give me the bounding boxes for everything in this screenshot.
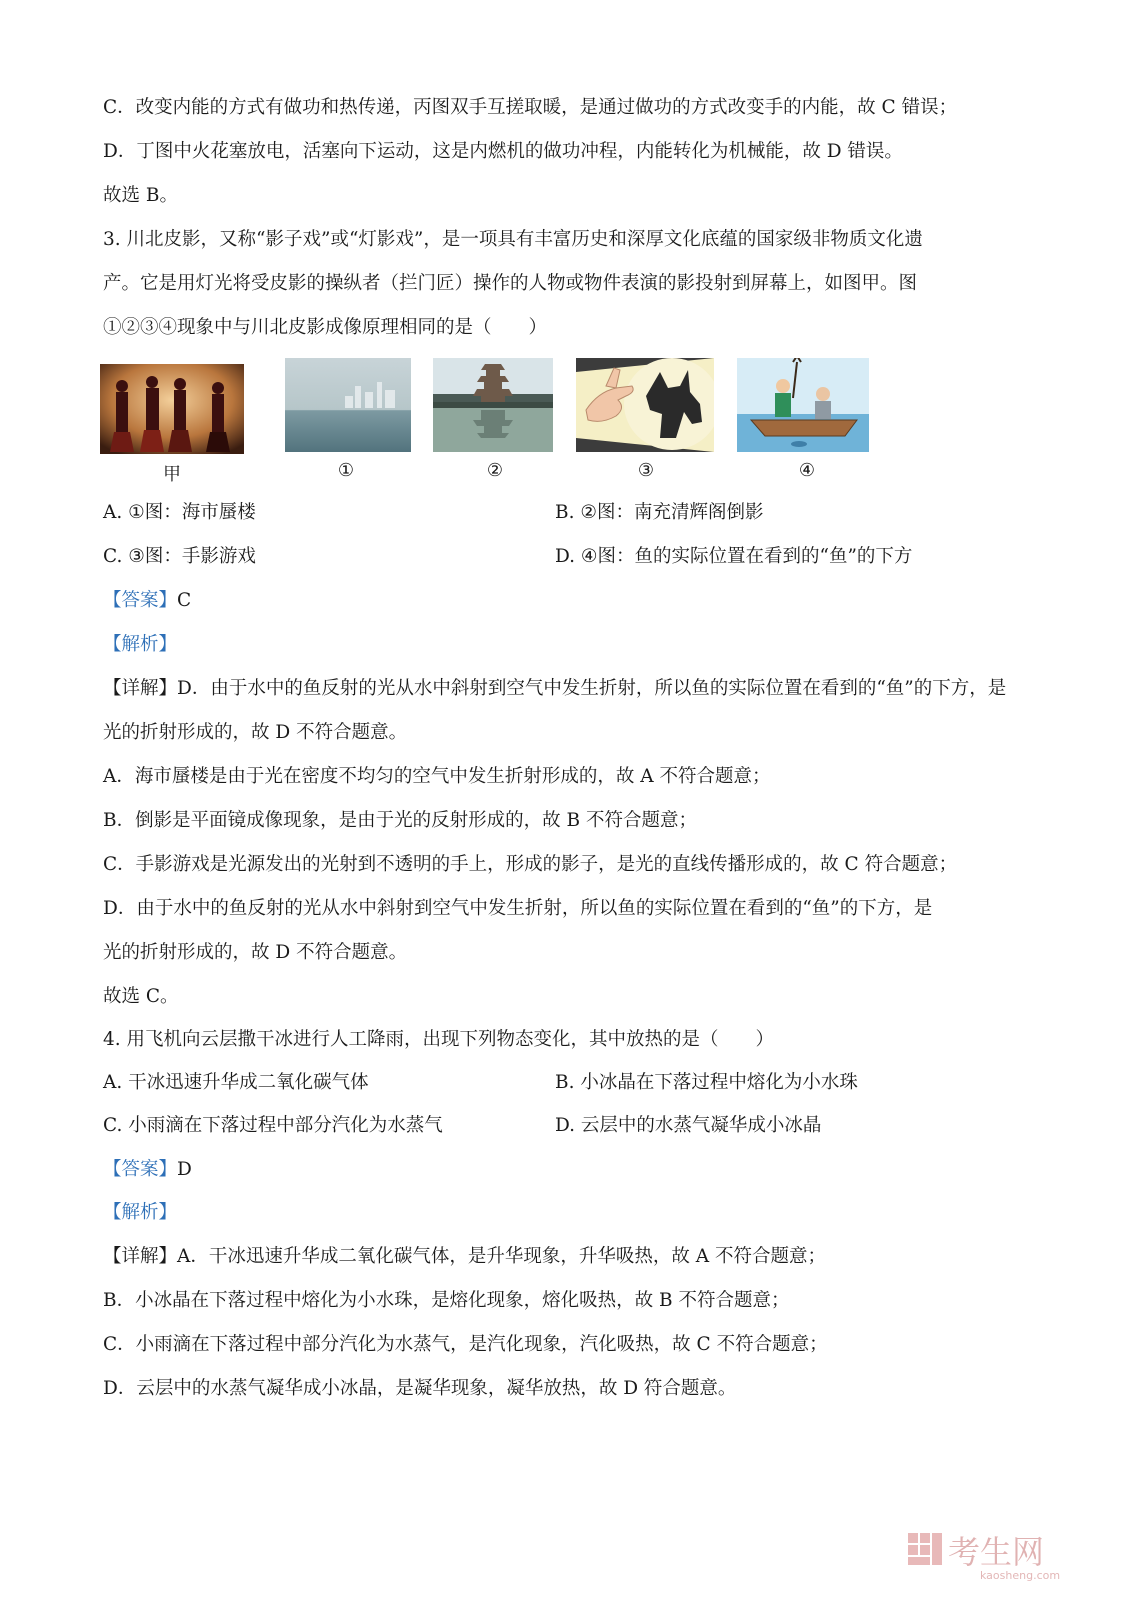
figure-caption: ②: [486, 460, 504, 481]
shadow-puppet-image: [100, 364, 244, 454]
watermark-logo: [906, 1527, 1091, 1582]
option-a: A. 干冰迅速升华成二氧化碳气体: [103, 1072, 369, 1093]
detail-line: 光的折射形成的，故 D 不符合题意。: [103, 722, 408, 743]
detail-line: C．小雨滴在下落过程中部分汽化为水蒸气，是汽化现象，汽化吸热，故 C 不符合题意；: [103, 1334, 828, 1355]
option-b: B. ②图：南充清辉阁倒影: [555, 502, 764, 523]
mirage-image: [285, 358, 411, 452]
option-d: D. ④图：鱼的实际位置在看到的“鱼”的下方: [555, 546, 913, 567]
option-b: B. 小冰晶在下落过程中熔化为小水珠: [555, 1072, 858, 1093]
figure-caption: 甲: [163, 464, 181, 485]
option-d: D. 云层中的水蒸气凝华成小冰晶: [555, 1115, 822, 1136]
detail-line: B．倒影是平面镜成像现象，是由于光的反射形成的，故 B 不符合题意；: [103, 810, 697, 831]
detail-line: [103, 676, 1006, 702]
answer-line: [103, 588, 191, 614]
detail-text: A．干冰迅速升华成二氧化碳气体，是升华现象，升华吸热，故 A 不符合题意；: [177, 1246, 827, 1267]
analysis-tag: 【解析】: [103, 634, 178, 655]
text-line: D．丁图中火花塞放电，活塞向下运动，这是内燃机的做功冲程，内能转化为机械能，故 D 错误。: [103, 141, 903, 162]
text-line: 故选 B。: [103, 185, 178, 206]
detail-line: A．海市蜃楼是由于光在密度不均匀的空气中发生折射形成的，故 A 不符合题意；: [103, 766, 771, 787]
answer-tag: 【答案】: [103, 1159, 178, 1180]
detail-text: D．由于水中的鱼反射的光从水中斜射到空气中发生折射，所以鱼的实际位置在看到的“鱼”的下方，是: [177, 678, 1007, 699]
analysis-tag: 【解析】: [103, 1202, 178, 1223]
text-line: C．改变内能的方式有做功和热传递，丙图双手互搓取暖，是通过做功的方式改变手的内能，故 C 错误；: [103, 97, 958, 118]
answer-value: D: [177, 1159, 192, 1180]
figure-caption: ③: [637, 460, 655, 481]
detail-tag: 【详解】: [103, 1246, 178, 1267]
detail-line: D．云层中的水蒸气凝华成小冰晶，是凝华现象，凝华放热，故 D 符合题意。: [103, 1378, 737, 1399]
pavilion-reflection-image: [433, 358, 553, 452]
detail-line: 光的折射形成的，故 D 不符合题意。: [103, 942, 408, 963]
question-3-stem: 产。它是用灯光将受皮影的操纵者（拦门匠）操作的人物或物件表演的影投射到屏幕上，如图甲。图: [103, 273, 918, 294]
detail-line: B．小冰晶在下落过程中熔化为小水珠，是熔化现象，熔化吸热，故 B 不符合题意；: [103, 1290, 790, 1311]
answer-value: C: [177, 590, 192, 611]
answer-line: [103, 1157, 192, 1183]
question-3-stem: ①②③④现象中与川北皮影成像原理相同的是（ ）: [103, 317, 548, 338]
option-c: C. 小雨滴在下落过程中部分汽化为水蒸气: [103, 1115, 443, 1136]
question-3-stem: 3. 川北皮影，又称“影子戏”或“灯影戏”，是一项具有丰富历史和深厚文化底蕴的国家级非物质文化遗: [103, 229, 923, 250]
svg-text:kaosheng.com: kaosheng.com: [980, 1569, 1061, 1582]
hand-shadow-image: [576, 358, 714, 452]
figure-caption: ①: [337, 460, 355, 481]
detail-line: [103, 1244, 826, 1270]
figure-row: [0, 364, 1131, 496]
option-a: A. ①图：海市蜃楼: [103, 502, 256, 523]
figure-caption: ④: [798, 460, 816, 481]
answer-tag: 【答案】: [103, 590, 178, 611]
question-4-stem: 4. 用飞机向云层撒干冰进行人工降雨，出现下列物态变化，其中放热的是（ ）: [103, 1029, 775, 1050]
fishing-boat-image: [737, 358, 869, 452]
detail-line: C．手影游戏是光源发出的光射到不透明的手上，形成的影子，是光的直线传播形成的，故 C 符合题意；: [103, 854, 958, 875]
choice-line: 故选 C。: [103, 986, 179, 1007]
detail-tag: 【详解】: [103, 678, 178, 699]
option-c: C. ③图：手影游戏: [103, 546, 256, 567]
detail-line: D．由于水中的鱼反射的光从水中斜射到空气中发生折射，所以鱼的实际位置在看到的“鱼”的下方，是: [103, 898, 933, 919]
svg-text:考生网: 考生网: [948, 1533, 1045, 1571]
